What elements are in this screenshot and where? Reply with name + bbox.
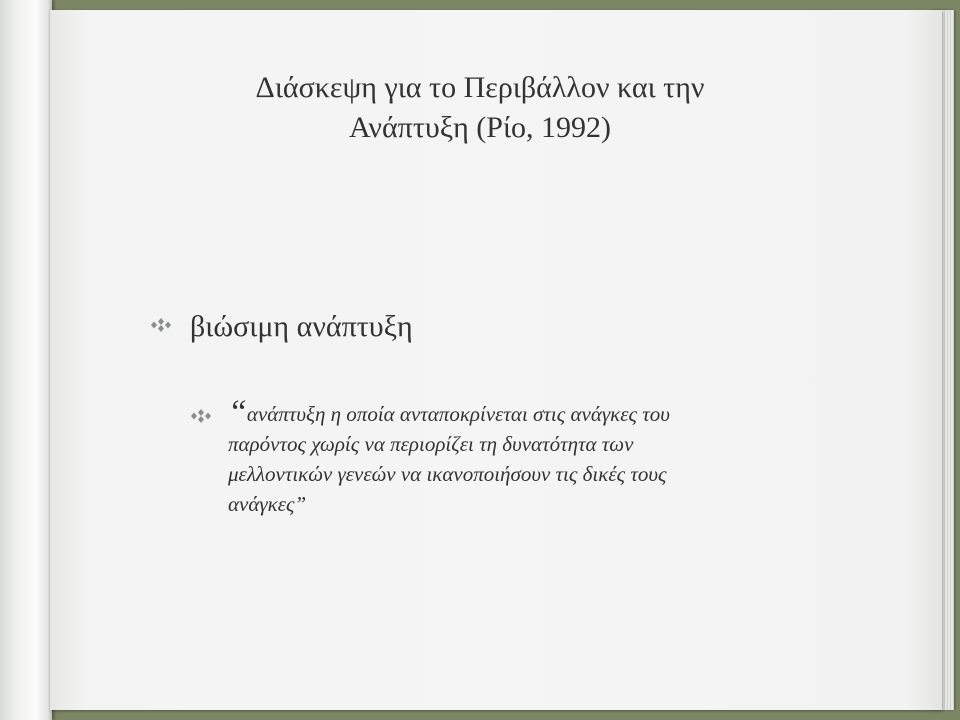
left-page-edge	[0, 0, 52, 720]
bullet-item-sustainable-development	[150, 310, 850, 344]
quote-line-1	[228, 394, 788, 431]
diamond-bullet-icon	[190, 408, 218, 428]
quote-line-3: μελλοντικών γενεών να ικανοποιήσουν τις δικές τους	[228, 462, 667, 486]
title-line-2: Ανάπτυξη (Ρίο, 1992)	[348, 111, 612, 144]
quote-line-1-text: ανάπτυξη η οποία ανταποκρίνεται στις ανάγκες του	[246, 402, 670, 426]
open-quote-mark: “	[228, 394, 247, 431]
bullet-text: βιώσιμη ανάπτυξη	[190, 310, 413, 343]
diamond-bullet-icon	[150, 317, 178, 337]
slide-title	[150, 68, 810, 148]
title-line-1: Διάσκεψη για το Περιβάλλον και την	[255, 71, 705, 104]
definition-quote	[228, 394, 788, 519]
quote-line-4: ανάγκες”	[228, 492, 307, 516]
quote-line-2: παρόντος χωρίς να περιορίζει τη δυνατότητα των	[228, 432, 634, 456]
